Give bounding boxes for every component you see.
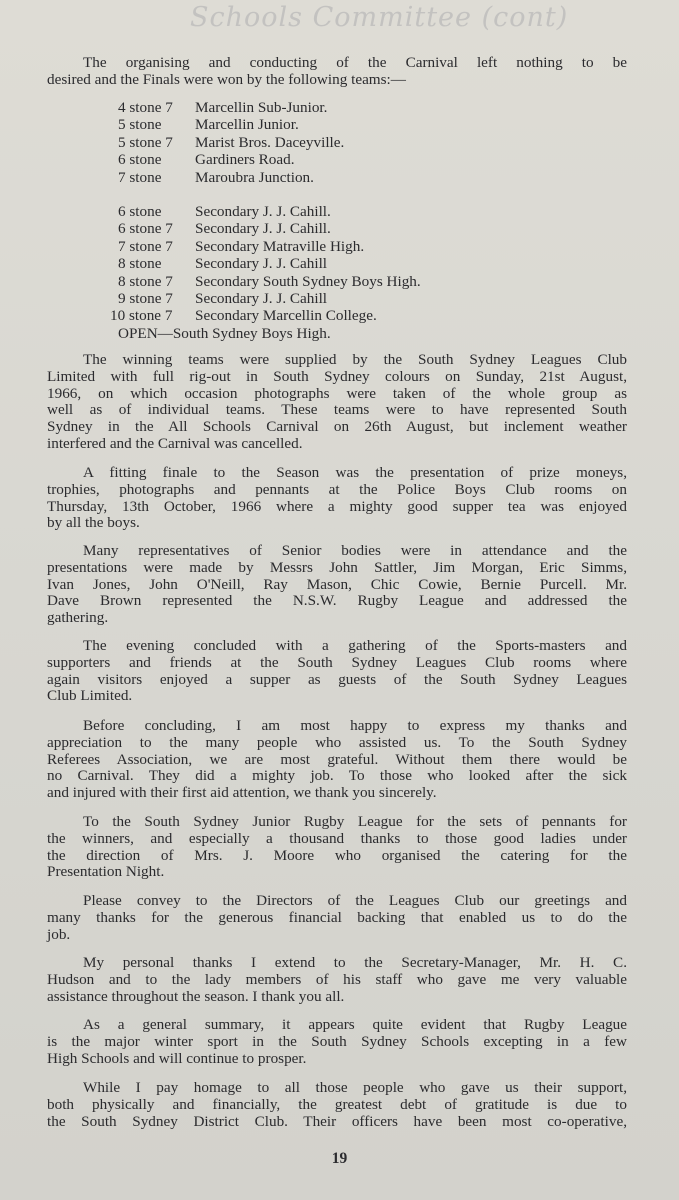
text-line: supporters and friends at the South Sydney Leagues Club rooms where: [47, 653, 627, 671]
text-line: appreciation to the many people who assisted us. To the South Sydney: [47, 733, 627, 751]
text-line: desired and the Finals were won by the following teams:—: [47, 70, 406, 88]
list-item: 6 stone 7 Secondary J. J. Cahill.: [118, 220, 331, 238]
paragraph-thanks: [47, 718, 627, 802]
text-line: To the South Sydney Junior Rugby League for the sets of pennants for: [83, 813, 627, 830]
text-line: Before concluding, I am most happy to express my thanks and: [83, 717, 627, 734]
text-line: Thursday, 13th October, 1966 where a mighty good supper tea was enjoyed: [47, 497, 627, 515]
text-line: Club Limited.: [47, 687, 133, 705]
text-line: Please convey to the Directors of the Leagues Club our greetings and: [83, 892, 627, 909]
paragraph-personal-thanks: [47, 955, 627, 1005]
finals-primary-list: [118, 99, 344, 186]
text-line: the South Sydney District Club. Their officers have been most co-operative,: [47, 1112, 627, 1130]
text-line: My personal thanks I extend to the Secretary-Manager, Mr. H. C.: [83, 954, 627, 971]
paragraph-evening: [47, 638, 627, 705]
paragraph-winning-teams: [47, 352, 627, 453]
text-line: Dave Brown represented the N.S.W. Rugby League and addressed the: [47, 592, 627, 610]
text-line: As a general summary, it appears quite evident that Rugby League: [83, 1016, 627, 1033]
list-item: 8 stone Secondary J. J. Cahill: [118, 255, 328, 273]
list-item: 5 stone Marcellin Junior.: [118, 116, 299, 134]
paragraph-summary: [47, 1017, 627, 1067]
text-line: The evening concluded with a gathering of the Sports-masters and: [83, 637, 627, 654]
text-line: The winning teams were supplied by the South Sydney Leagues Club: [83, 351, 627, 368]
text-line: the direction of Mrs. J. Moore who organised the catering for the: [47, 846, 627, 864]
text-line: Presentation Night.: [47, 863, 165, 881]
text-line: interfered and the Carnival was cancelled.: [47, 434, 303, 452]
list-item: 6 stone Secondary J. J. Cahill.: [118, 203, 331, 220]
paragraph-representatives: [47, 543, 627, 627]
text-line: is the major winter sport in the South Sydney Schools excepting in a few: [47, 1032, 627, 1050]
text-line: assistance throughout the season. I thank you all.: [47, 987, 345, 1005]
list-item: 10 stone 7 Secondary Marcellin College.: [110, 307, 377, 325]
text-line: Sydney in the All Schools Carnival on 26th August, but inclement weather: [47, 418, 627, 436]
text-line: Many representatives of Senior bodies were in attendance and the: [83, 542, 627, 559]
list-item: 8 stone 7 Secondary South Sydney Boys High.: [118, 272, 421, 290]
paragraph-homage: [47, 1080, 627, 1130]
paragraph-finale: [47, 465, 627, 532]
list-item: 5 stone 7 Marist Bros. Daceyville.: [118, 133, 345, 151]
text-line: no Carnival. They did a mighty job. To those who looked after the sick: [47, 767, 627, 785]
text-line: the winners, and especially a thousand thanks to those good ladies under: [47, 829, 627, 847]
page-number: 19: [331, 1150, 348, 1167]
finals-secondary-list: [110, 203, 421, 342]
text-line: gathering.: [47, 609, 109, 627]
text-line: High Schools and will continue to prosper.: [47, 1049, 307, 1067]
list-item-open: OPEN—South Sydney Boys High.: [118, 324, 331, 342]
list-item: 9 stone 7 Secondary J. J. Cahill: [118, 290, 328, 308]
text-line: The organising and conducting of the Carnival left nothing to be: [83, 54, 627, 71]
list-item: 6 stone Gardiners Road.: [118, 151, 295, 169]
list-item: 7 stone 7 Secondary Matraville High.: [118, 237, 365, 255]
text-line: presentations were made by Messrs John Sattler, Jim Morgan, Eric Simms,: [47, 558, 627, 576]
text-line: While I pay homage to all those people who gave us their support,: [83, 1079, 627, 1096]
text-line: by all the boys.: [47, 514, 140, 532]
text-line: again visitors enjoyed a supper as guests of the South Sydney Leagues: [47, 670, 627, 688]
list-item: 4 stone 7 Marcellin Sub-Junior.: [118, 99, 328, 116]
paragraph-junior-league: [47, 814, 627, 881]
handwritten-heading: Schools Committee (cont): [190, 2, 569, 33]
text-line: both physically and financially, the greatest debt of gratitude is due to: [47, 1095, 627, 1113]
list-item: 7 stone Maroubra Junction.: [118, 168, 314, 186]
text-line: Referees Association, we are most grateful. Without them there would be: [47, 750, 627, 768]
text-line: many thanks for the generous financial backing that enabled us to do the: [47, 908, 627, 926]
text-line: and injured with their first aid attention, we thank you sincerely.: [47, 784, 437, 802]
text-line: job.: [47, 925, 71, 943]
text-line: well as of individual teams. These teams were to have represented South: [47, 401, 627, 419]
text-line: 1966, on which occasion photographs were taken of the whole group as: [47, 384, 627, 402]
text-line: Limited with full rig-out in South Sydney colours on Sunday, 21st August,: [47, 367, 627, 385]
paragraph-directors: [47, 893, 627, 943]
text-line: Ivan Jones, John O'Neill, Ray Mason, Chic Cowie, Bernie Purcell. Mr.: [47, 575, 627, 593]
text-line: Hudson and to the lady members of his staff who gave me very valuable: [47, 970, 627, 988]
text-line: trophies, photographs and pennants at the Police Boys Club rooms on: [47, 480, 627, 498]
text-line: A fitting finale to the Season was the presentation of prize moneys,: [83, 464, 627, 481]
intro-paragraph: [47, 55, 627, 89]
